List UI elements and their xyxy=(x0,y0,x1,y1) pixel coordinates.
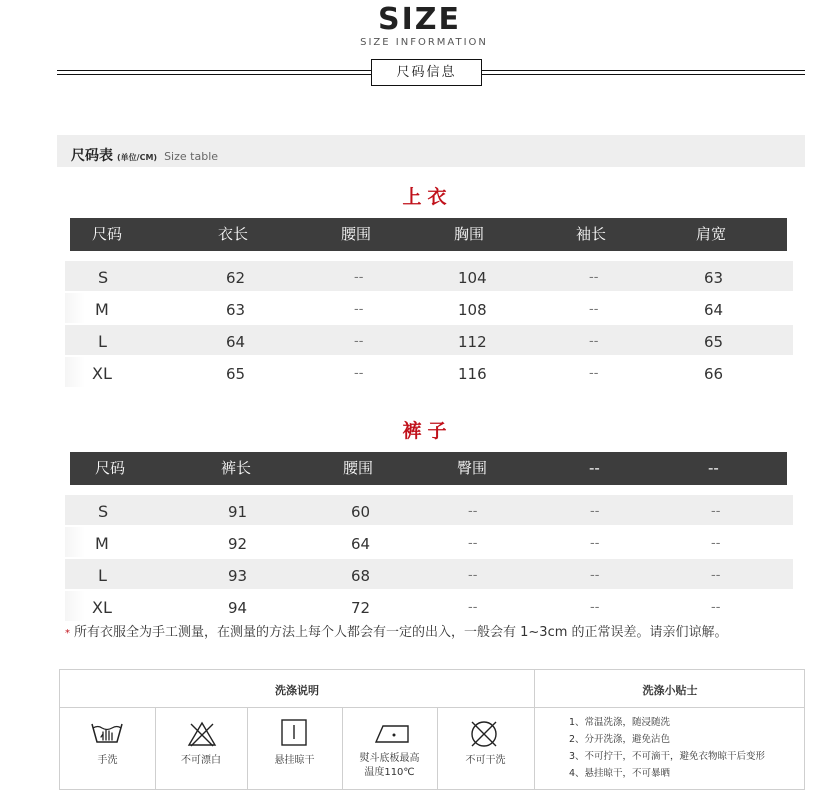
table-row xyxy=(65,495,793,525)
value-cell: -- xyxy=(354,302,364,317)
note-star: * xyxy=(65,628,70,639)
hand-wash-label: 手洗 xyxy=(97,755,118,766)
value-cell: -- xyxy=(589,334,599,349)
note-text: 所有衣服全为手工测量，在测量的方法上每个人都会有一定的出入，一般会有 1~3cm 的正常误差。请亲们谅解。 xyxy=(74,625,728,640)
size-cell: S xyxy=(98,502,109,521)
tops-col-sleeve: 袖长 xyxy=(576,225,607,243)
table-row xyxy=(65,325,793,355)
pants-col-hip: 臀围 xyxy=(457,459,488,477)
value-cell: -- xyxy=(468,504,478,519)
care-divider xyxy=(437,707,438,789)
iron-label-line1: 熨斗底板最高 xyxy=(359,753,420,764)
washing-tips-header: 洗涤小贴士 xyxy=(642,684,698,697)
value-cell: 65 xyxy=(226,365,246,383)
iron-label-line2: 温度110℃ xyxy=(364,767,415,778)
value-cell: 94 xyxy=(228,599,248,617)
size-table-heading xyxy=(71,145,218,165)
no-bleach-icon xyxy=(187,721,217,747)
value-cell: -- xyxy=(354,366,364,381)
tops-col-size: 尺码 xyxy=(92,225,123,243)
value-cell: -- xyxy=(590,568,600,583)
size-cell: M xyxy=(95,300,109,319)
value-cell: -- xyxy=(711,536,721,551)
hang-dry-icon xyxy=(281,719,307,746)
pants-col-size: 尺码 xyxy=(95,459,126,477)
pants-title: 裤子 xyxy=(402,420,453,442)
value-cell: 63 xyxy=(704,269,724,287)
tops-col-length: 衣长 xyxy=(218,225,249,243)
washing-tip: 2、分开洗涤，避免沾色 xyxy=(569,734,671,745)
value-cell: 66 xyxy=(704,365,724,383)
value-cell: -- xyxy=(711,600,721,615)
value-cell: 93 xyxy=(228,567,248,585)
value-cell: -- xyxy=(354,270,364,285)
value-cell: -- xyxy=(711,504,721,519)
value-cell: -- xyxy=(589,302,599,317)
pants-header-row xyxy=(70,452,787,485)
value-cell: 64 xyxy=(226,333,246,351)
no-dry-clean-icon xyxy=(469,719,499,749)
value-cell: 116 xyxy=(458,365,487,383)
tops-col-waist: 腰围 xyxy=(341,225,372,243)
value-cell: 60 xyxy=(351,503,371,521)
no-bleach-label: 不可漂白 xyxy=(181,755,221,766)
table-row xyxy=(65,261,793,291)
size-table-title: 尺码表 xyxy=(71,148,113,164)
table-row xyxy=(65,293,793,323)
iron-icon xyxy=(374,722,410,744)
value-cell: 64 xyxy=(351,535,371,553)
size-cell: XL xyxy=(92,598,112,617)
value-cell: -- xyxy=(589,270,599,285)
table-row xyxy=(65,591,793,621)
tops-header-row xyxy=(70,218,787,251)
table-row xyxy=(65,527,793,557)
care-divider xyxy=(155,707,156,789)
value-cell: -- xyxy=(590,504,600,519)
value-cell: 65 xyxy=(704,333,724,351)
value-cell: -- xyxy=(354,334,364,349)
washing-instructions-header: 洗涤说明 xyxy=(275,684,319,697)
pants-col-length: 裤长 xyxy=(221,459,252,477)
size-cell: S xyxy=(98,268,109,287)
size-table-english: Size table xyxy=(164,150,219,163)
value-cell: 68 xyxy=(351,567,371,585)
tops-col-chest: 胸围 xyxy=(454,225,485,243)
value-cell: 72 xyxy=(351,599,371,617)
care-divider xyxy=(247,707,248,789)
value-cell: 62 xyxy=(226,269,246,287)
value-cell: 112 xyxy=(458,333,487,351)
value-cell: -- xyxy=(468,536,478,551)
value-cell: 91 xyxy=(228,503,248,521)
size-cell: XL xyxy=(92,364,112,383)
size-info-badge: 尺码信息 xyxy=(371,59,482,86)
size-cell: L xyxy=(98,566,107,585)
iron-label xyxy=(342,752,437,780)
value-cell: -- xyxy=(468,600,478,615)
no-dry-clean-label: 不可干洗 xyxy=(465,755,506,766)
pants-col-waist: 腰围 xyxy=(343,459,374,477)
size-cell: L xyxy=(98,332,107,351)
tops-title: 上衣 xyxy=(402,186,453,208)
page-subtitle: SIZE INFORMATION xyxy=(360,37,488,48)
measurement-note xyxy=(65,621,728,640)
value-cell: 64 xyxy=(704,301,724,319)
care-divider xyxy=(60,707,804,708)
value-cell: -- xyxy=(468,568,478,583)
pants-col-empty-1: -- xyxy=(589,459,600,477)
washing-tip: 3、不可拧干，不可滴干，避免衣物晾干后变形 xyxy=(569,751,766,762)
value-cell: -- xyxy=(590,600,600,615)
value-cell: -- xyxy=(589,366,599,381)
washing-tip: 4、悬挂晾干，不可暴晒 xyxy=(569,768,671,779)
value-cell: -- xyxy=(711,568,721,583)
value-cell: -- xyxy=(590,536,600,551)
pants-col-empty-2: -- xyxy=(708,459,719,477)
table-row xyxy=(65,559,793,589)
size-table-unit: (单位/CM) xyxy=(117,153,158,162)
value-cell: 63 xyxy=(226,301,246,319)
tops-col-shoulder: 肩宽 xyxy=(696,225,727,243)
hang-dry-label: 悬挂晾干 xyxy=(274,755,315,766)
value-cell: 104 xyxy=(458,269,487,287)
size-cell: M xyxy=(95,534,109,553)
value-cell: 92 xyxy=(228,535,248,553)
page-title: SIZE xyxy=(377,2,461,37)
value-cell: 108 xyxy=(458,301,487,319)
washing-tip: 1、常温洗涤，随浸随洗 xyxy=(569,717,671,728)
hand-wash-icon xyxy=(90,720,124,746)
table-row xyxy=(65,357,793,387)
